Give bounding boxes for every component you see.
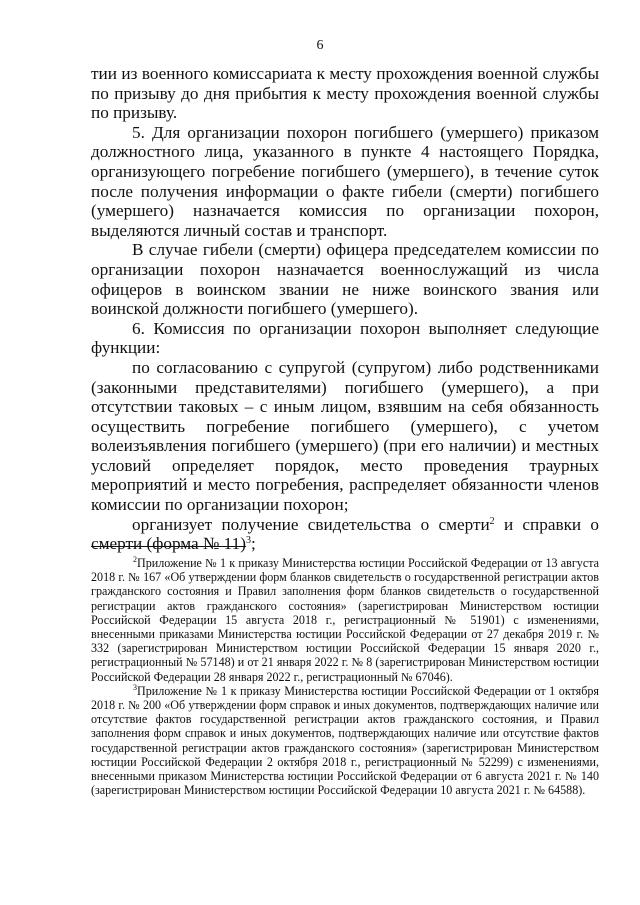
paragraph-text: организует получение свидетельства о смерти [132, 514, 490, 534]
paragraph-death-certificate [91, 515, 599, 554]
page-number: 6 [316, 38, 324, 53]
paragraph-continuation: тии из военного комиссариата к месту прохождения военной службы по призыву до дня прибытия к месту прохождения военной службы по призыву. [91, 64, 599, 123]
paragraph-item-6: 6. Комиссия по организации похорон выполняет следующие функции: [91, 318, 599, 358]
footnote-marker: 3 [133, 682, 137, 692]
paragraph-text: ; [250, 534, 256, 554]
footnote-text: Приложение № 1 к приказу Министерства юстиции Российской Федерации от 13 августа 2018 г. № 167 «Об утверждении форм бланков свидетельств о государственной регистрации актов гражданского состояния и Правил заполнения форм бланков свидетельств о государственной регистрации актов гражданского состояния» (зарегистрирован Министерством юстиции Российской Федерации 15 августа 2018 г., регистрационный № 51901) с изменениями, внесенными приказами Министерства юстиции Российской Федерации от 27 декабря 2019 г. № 332 (зарегистрирован Министерством юстиции Российской Федерации 15 января 2020 г., регистрационный № 57148) и от 21 января 2022 г. № 8 (зарегистрирован Министерством юстиции Российской Федерации 28 января 2022 г., регистрационный № 67046). [91, 556, 599, 684]
footnote-text: Приложение № 1 к приказу Министерства юстиции Российской Федерации от 1 октября 2018 г. № 200 «Об утверждении форм справок и иных документов, подтверждающих наличие или отсутствие фактов государственной регистрации актов гражданского состояния, и Правил заполнения форм справок и иных документов, подтверждающих наличие или отсутствие фактов государственной регистрации актов гражданского состояния» (зарегистрирован Министерством юстиции Российской Федерации 2 октября 2018 г., регистрационный № 52299) с изменениями, внесенными приказом Министерства юстиции Российской Федерации от 6 августа 2021 г. № 140 (зарегистрирован Министерством юстиции Российской Федерации 10 августа 2021 г. № 64588). [91, 683, 599, 798]
footnote-3 [91, 684, 599, 798]
paragraph-funeral-arrangement: по согласованию с супругой (супругом) либо родственниками (законными представителями) погибшего (умершего), а при отсутствии таковых – с иным лицом, взявшим на себя обязанность осуществить погребение погибшего (умершего), с учетом волеизъявления погибшего (умершего) (при его наличии) и местных условий определяет порядок, место проведения траурных мероприятий и место погребения, распределяет обязанности членов комиссии по организации похорон; [91, 357, 599, 515]
footnote-ref-2[interactable]: 2 [489, 515, 495, 527]
paragraph-item-5: 5. Для организации похорон погибшего (умершего) приказом должностного лица, указанного в пункте 4 настоящего Порядка, организующего погребение погибшего (умершего), в течение суток после получения информации о факте гибели (смерти) погибшего (умершего) назначается комиссия по организации похорон, выделяются личный состав и транспорт. [91, 122, 599, 240]
footnote-marker: 2 [133, 555, 137, 564]
body-text [91, 64, 599, 554]
paragraph-text: и справки о смерти (форма № 11) [91, 514, 600, 554]
footnotes [91, 556, 599, 797]
footnote-divider [91, 546, 246, 547]
paragraph-officer-death: В случае гибели (смерти) офицера председателем комиссии по организации похорон назначается военнослужащий из числа офицеров в воинском звании не ниже воинского звания или воинской должности погибшего (умершего). [91, 240, 599, 319]
footnote-ref-3[interactable]: 3 [245, 535, 251, 547]
footnote-2 [91, 556, 599, 684]
